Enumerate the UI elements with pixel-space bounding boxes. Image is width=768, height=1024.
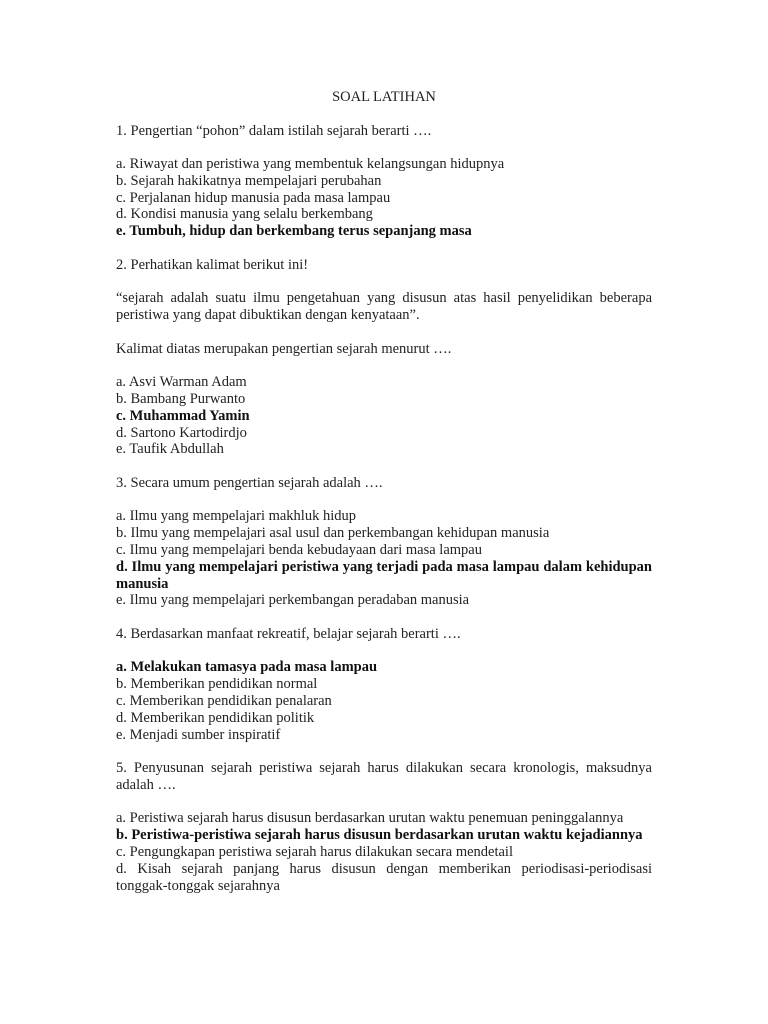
option-d: d. Kondisi manusia yang selalu berkembang	[116, 206, 373, 223]
option-b: b. Bambang Purwanto	[116, 390, 246, 407]
question-1	[116, 123, 652, 240]
option-a: a. Peristiwa sejarah harus disusun berdasarkan urutan waktu penemuan peninggalannya	[116, 810, 624, 827]
question-prompt: Kalimat diatas merupakan pengertian sejarah menurut ….	[116, 340, 452, 357]
option-e: e. Ilmu yang mempelajari perkembangan peradaban manusia	[116, 592, 470, 609]
option-d: d. Kisah sejarah panjang harus disusun dengan memberikan periodisasi-periodisasi tonggak-tonggak sejarahnya	[116, 860, 652, 894]
option-b: b. Ilmu yang mempelajari asal usul dan perkembangan kehidupan manusia	[116, 525, 550, 542]
question-5	[116, 760, 652, 894]
question-text: 2. Perhatikan kalimat berikut ini!	[116, 256, 309, 273]
document-page	[116, 89, 652, 894]
option-d-answer: d. Ilmu yang mempelajari peristiwa yang terjadi pada masa lampau dalam kehidupan manusia	[116, 558, 652, 592]
option-a-answer: a. Melakukan tamasya pada masa lampau	[116, 659, 378, 676]
option-c-answer: c. Muhammad Yamin	[116, 407, 250, 424]
option-e: e. Menjadi sumber inspiratif	[116, 726, 281, 743]
question-3	[116, 475, 652, 609]
option-b: b. Memberikan pendidikan normal	[116, 676, 318, 693]
option-c: c. Memberikan pendidikan penalaran	[116, 692, 332, 709]
question-4	[116, 626, 652, 743]
option-d: d. Memberikan pendidikan politik	[116, 709, 315, 726]
question-2	[116, 257, 652, 458]
option-e: e. Taufik Abdullah	[116, 441, 224, 458]
question-text: 1. Pengertian “pohon” dalam istilah sejarah berarti ….	[116, 122, 432, 139]
option-a: a. Ilmu yang mempelajari makhluk hidup	[116, 508, 356, 525]
question-text: 4. Berdasarkan manfaat rekreatif, belajar sejarah berarti ….	[116, 625, 461, 642]
document-title: SOAL LATIHAN	[332, 89, 436, 105]
option-c: c. Pengungkapan peristiwa sejarah harus dilakukan secara mendetail	[116, 843, 513, 860]
option-a: a. Riwayat dan peristiwa yang membentuk kelangsungan hidupnya	[116, 156, 505, 173]
option-c: c. Ilmu yang mempelajari benda kebudayaan dari masa lampau	[116, 541, 482, 558]
option-b-answer: b. Peristiwa-peristiwa sejarah harus disusun berdasarkan urutan waktu kejadiannya	[116, 827, 643, 844]
question-text: 3. Secara umum pengertian sejarah adalah ….	[116, 474, 383, 491]
option-c: c. Perjalanan hidup manusia pada masa lampau	[116, 189, 391, 206]
option-a: a. Asvi Warman Adam	[116, 374, 247, 391]
option-d: d. Sartono Kartodirdjo	[116, 424, 247, 441]
option-b: b. Sejarah hakikatnya mempelajari perubahan	[116, 172, 382, 189]
quoted-sentence: “sejarah adalah suatu ilmu pengetahuan yang disusun atas hasil penyelidikan beberapa peristiwa yang dapat dibuktikan dengan kenyataan”.	[116, 290, 652, 324]
question-text: 5. Penyusunan sejarah peristiwa sejarah harus dilakukan secara kronologis, maksudnya adalah ….	[116, 760, 652, 793]
option-e-answer: e. Tumbuh, hidup dan berkembang terus sepanjang masa	[116, 223, 472, 240]
